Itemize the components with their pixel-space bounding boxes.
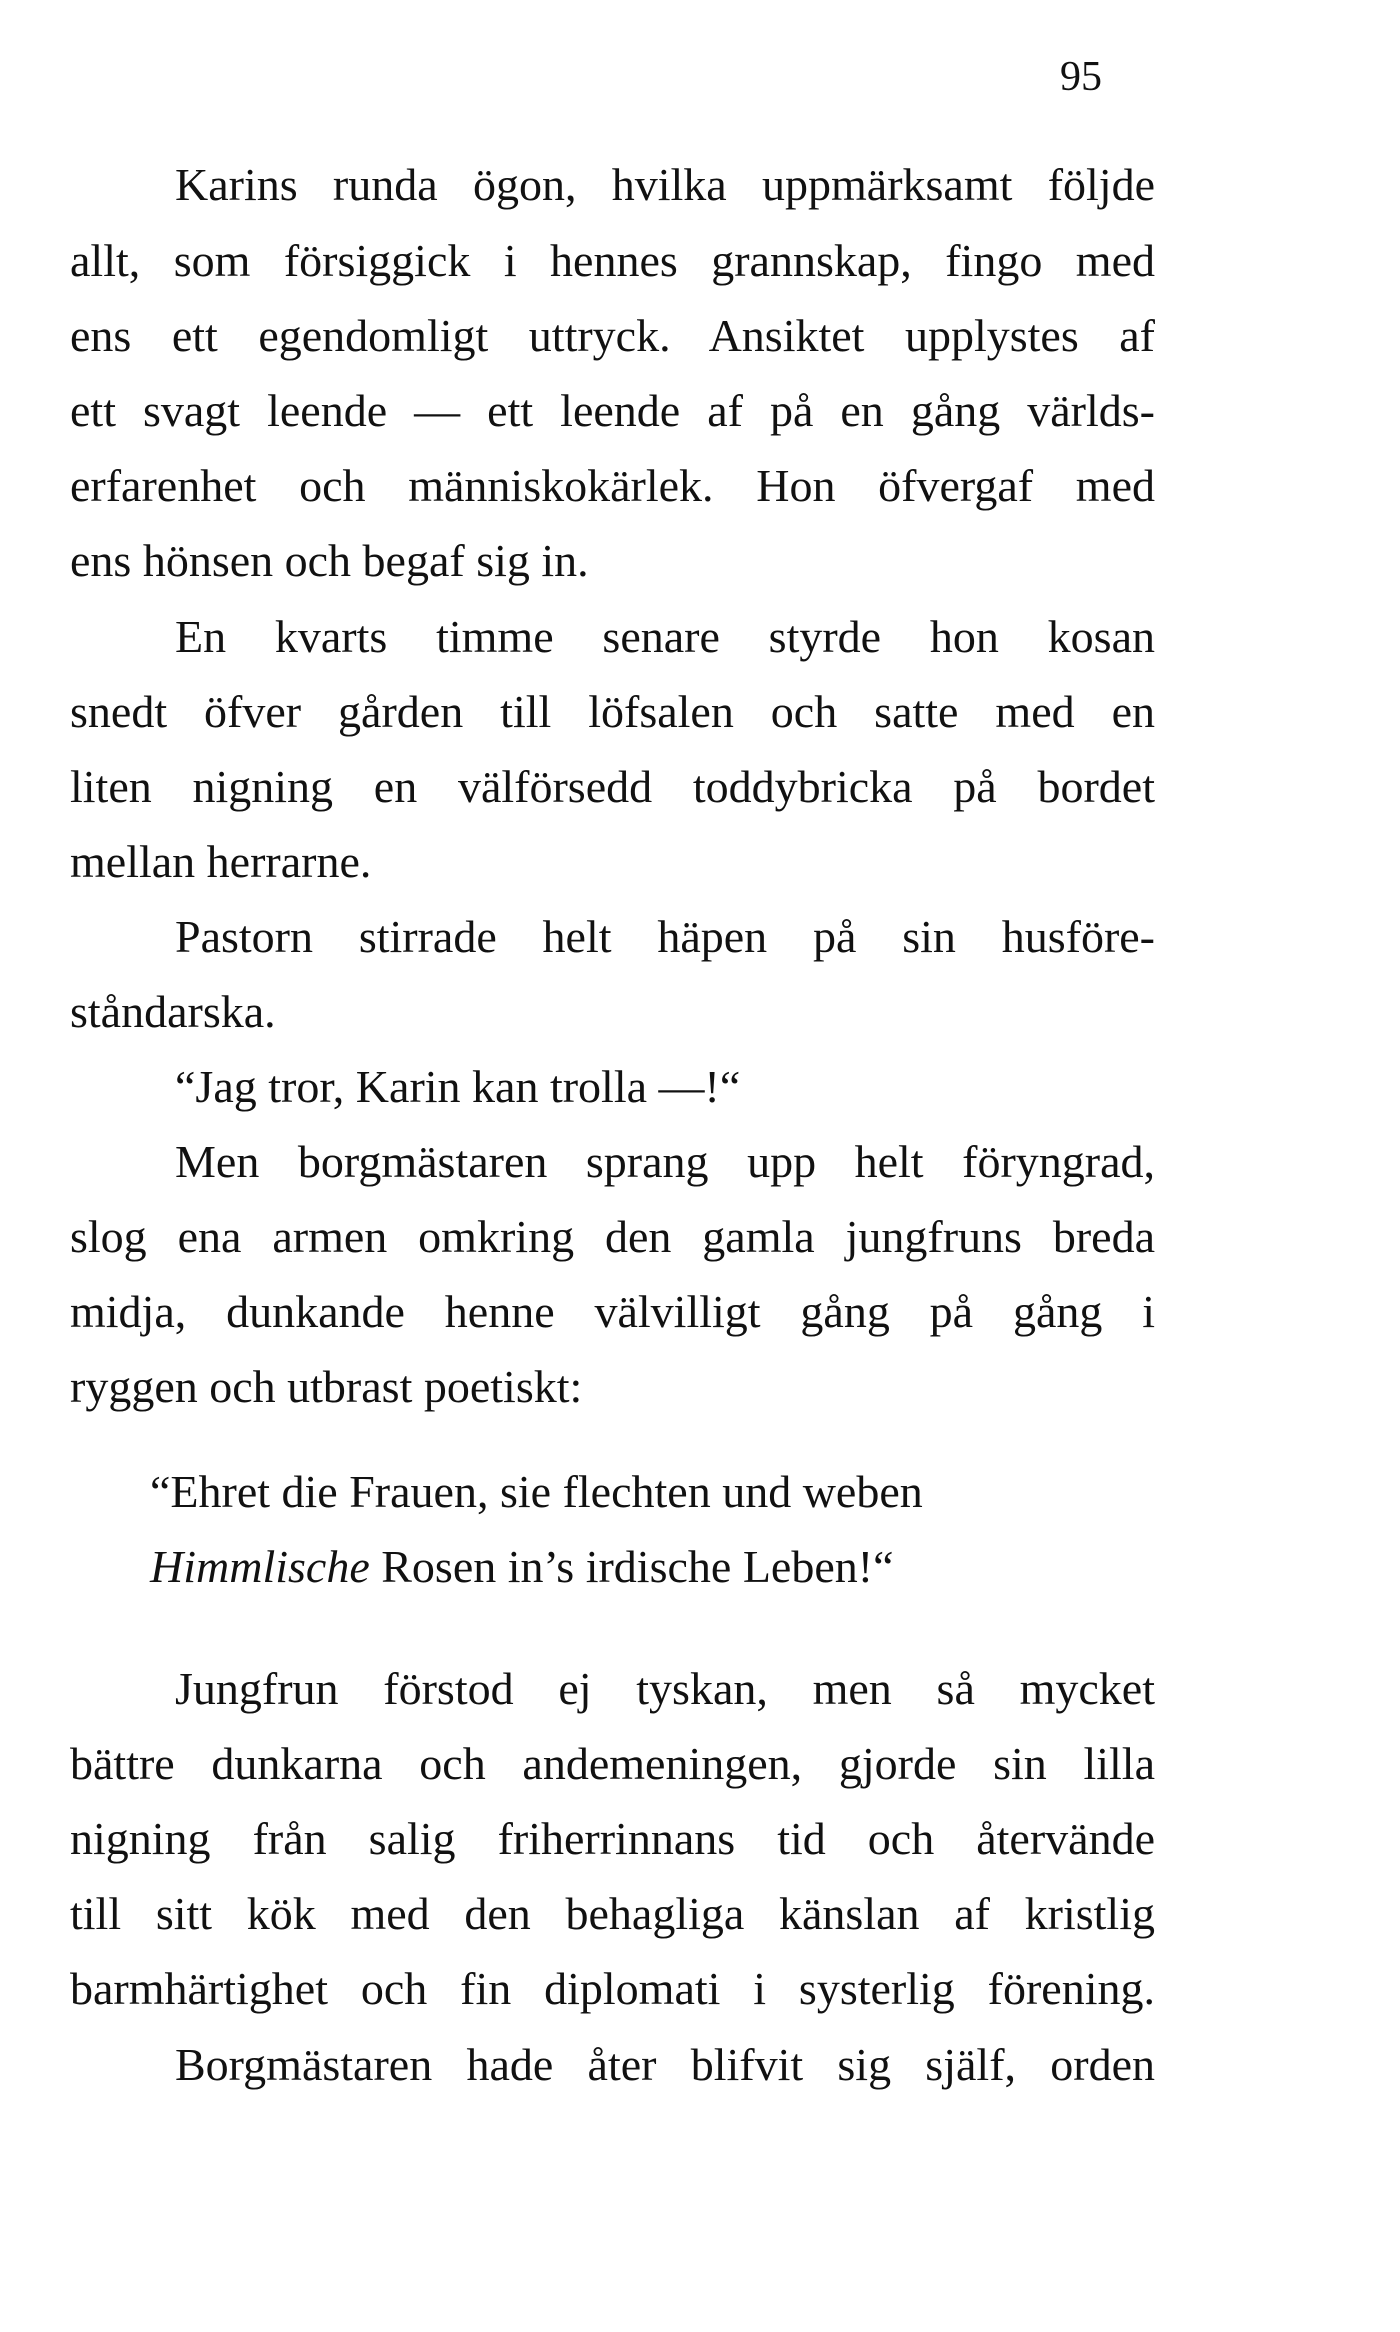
text-line: mellan herrarne.: [70, 836, 372, 887]
text-line: “Jag tror, Karin kan trolla —!“: [175, 1061, 741, 1112]
text-line: ett svagt leende — ett leende af på en gång världs-: [70, 385, 1155, 436]
text-line: midja, dunkande henne välvilligt gång på gång i: [70, 1286, 1155, 1337]
text-line: barmhärtighet och fin diplomati i systerlig förening.: [70, 1963, 1155, 2014]
verse-italic-word: Himmlische: [150, 1541, 370, 1592]
text-line: snedt öfver gården till löfsalen och satte med en: [70, 686, 1155, 737]
text-line: slog ena armen omkring den gamla jungfruns breda: [70, 1211, 1155, 1262]
text-line: nigning från salig friherrinnans tid och återvände: [70, 1813, 1155, 1864]
verse-line-rest: Rosen in’s irdische Leben!“: [369, 1541, 894, 1592]
text-line: Pastorn stirrade helt häpen på sin husföre-: [175, 911, 1155, 962]
text-line: till sitt kök med den behagliga känslan af kristlig: [70, 1888, 1155, 1939]
verse-line: “Ehret die Frauen, sie flechten und weben: [150, 1466, 923, 1517]
page-number: 95: [1060, 54, 1102, 100]
text-line: Men borgmästaren sprang upp helt föryngrad,: [175, 1136, 1155, 1187]
text-line: ryggen och utbrast poetiskt:: [70, 1361, 583, 1412]
text-line: Karins runda ögon, hvilka uppmärksamt följde: [175, 159, 1155, 210]
text-line: Jungfrun förstod ej tyskan, men så mycket: [175, 1663, 1155, 1714]
text-line: bättre dunkarna och andemeningen, gjorde sin lilla: [70, 1738, 1155, 1789]
text-line: Borgmästaren hade åter blifvit sig själf, orden: [175, 2039, 1155, 2090]
text-line: allt, som försiggick i hennes grannskap, fingo med: [70, 235, 1155, 286]
verse-line: [150, 1540, 894, 1594]
text-line: ens ett egendomligt uttryck. Ansiktet upplystes af: [70, 310, 1155, 361]
text-line: ens hönsen och begaf sig in.: [70, 535, 589, 586]
text-line: En kvarts timme senare styrde hon kosan: [175, 611, 1155, 662]
text-line: ståndarska.: [70, 986, 276, 1037]
text-line: liten nigning en välförsedd toddybricka på bordet: [70, 761, 1155, 812]
text-line: erfarenhet och människokärlek. Hon öfvergaf med: [70, 460, 1155, 511]
